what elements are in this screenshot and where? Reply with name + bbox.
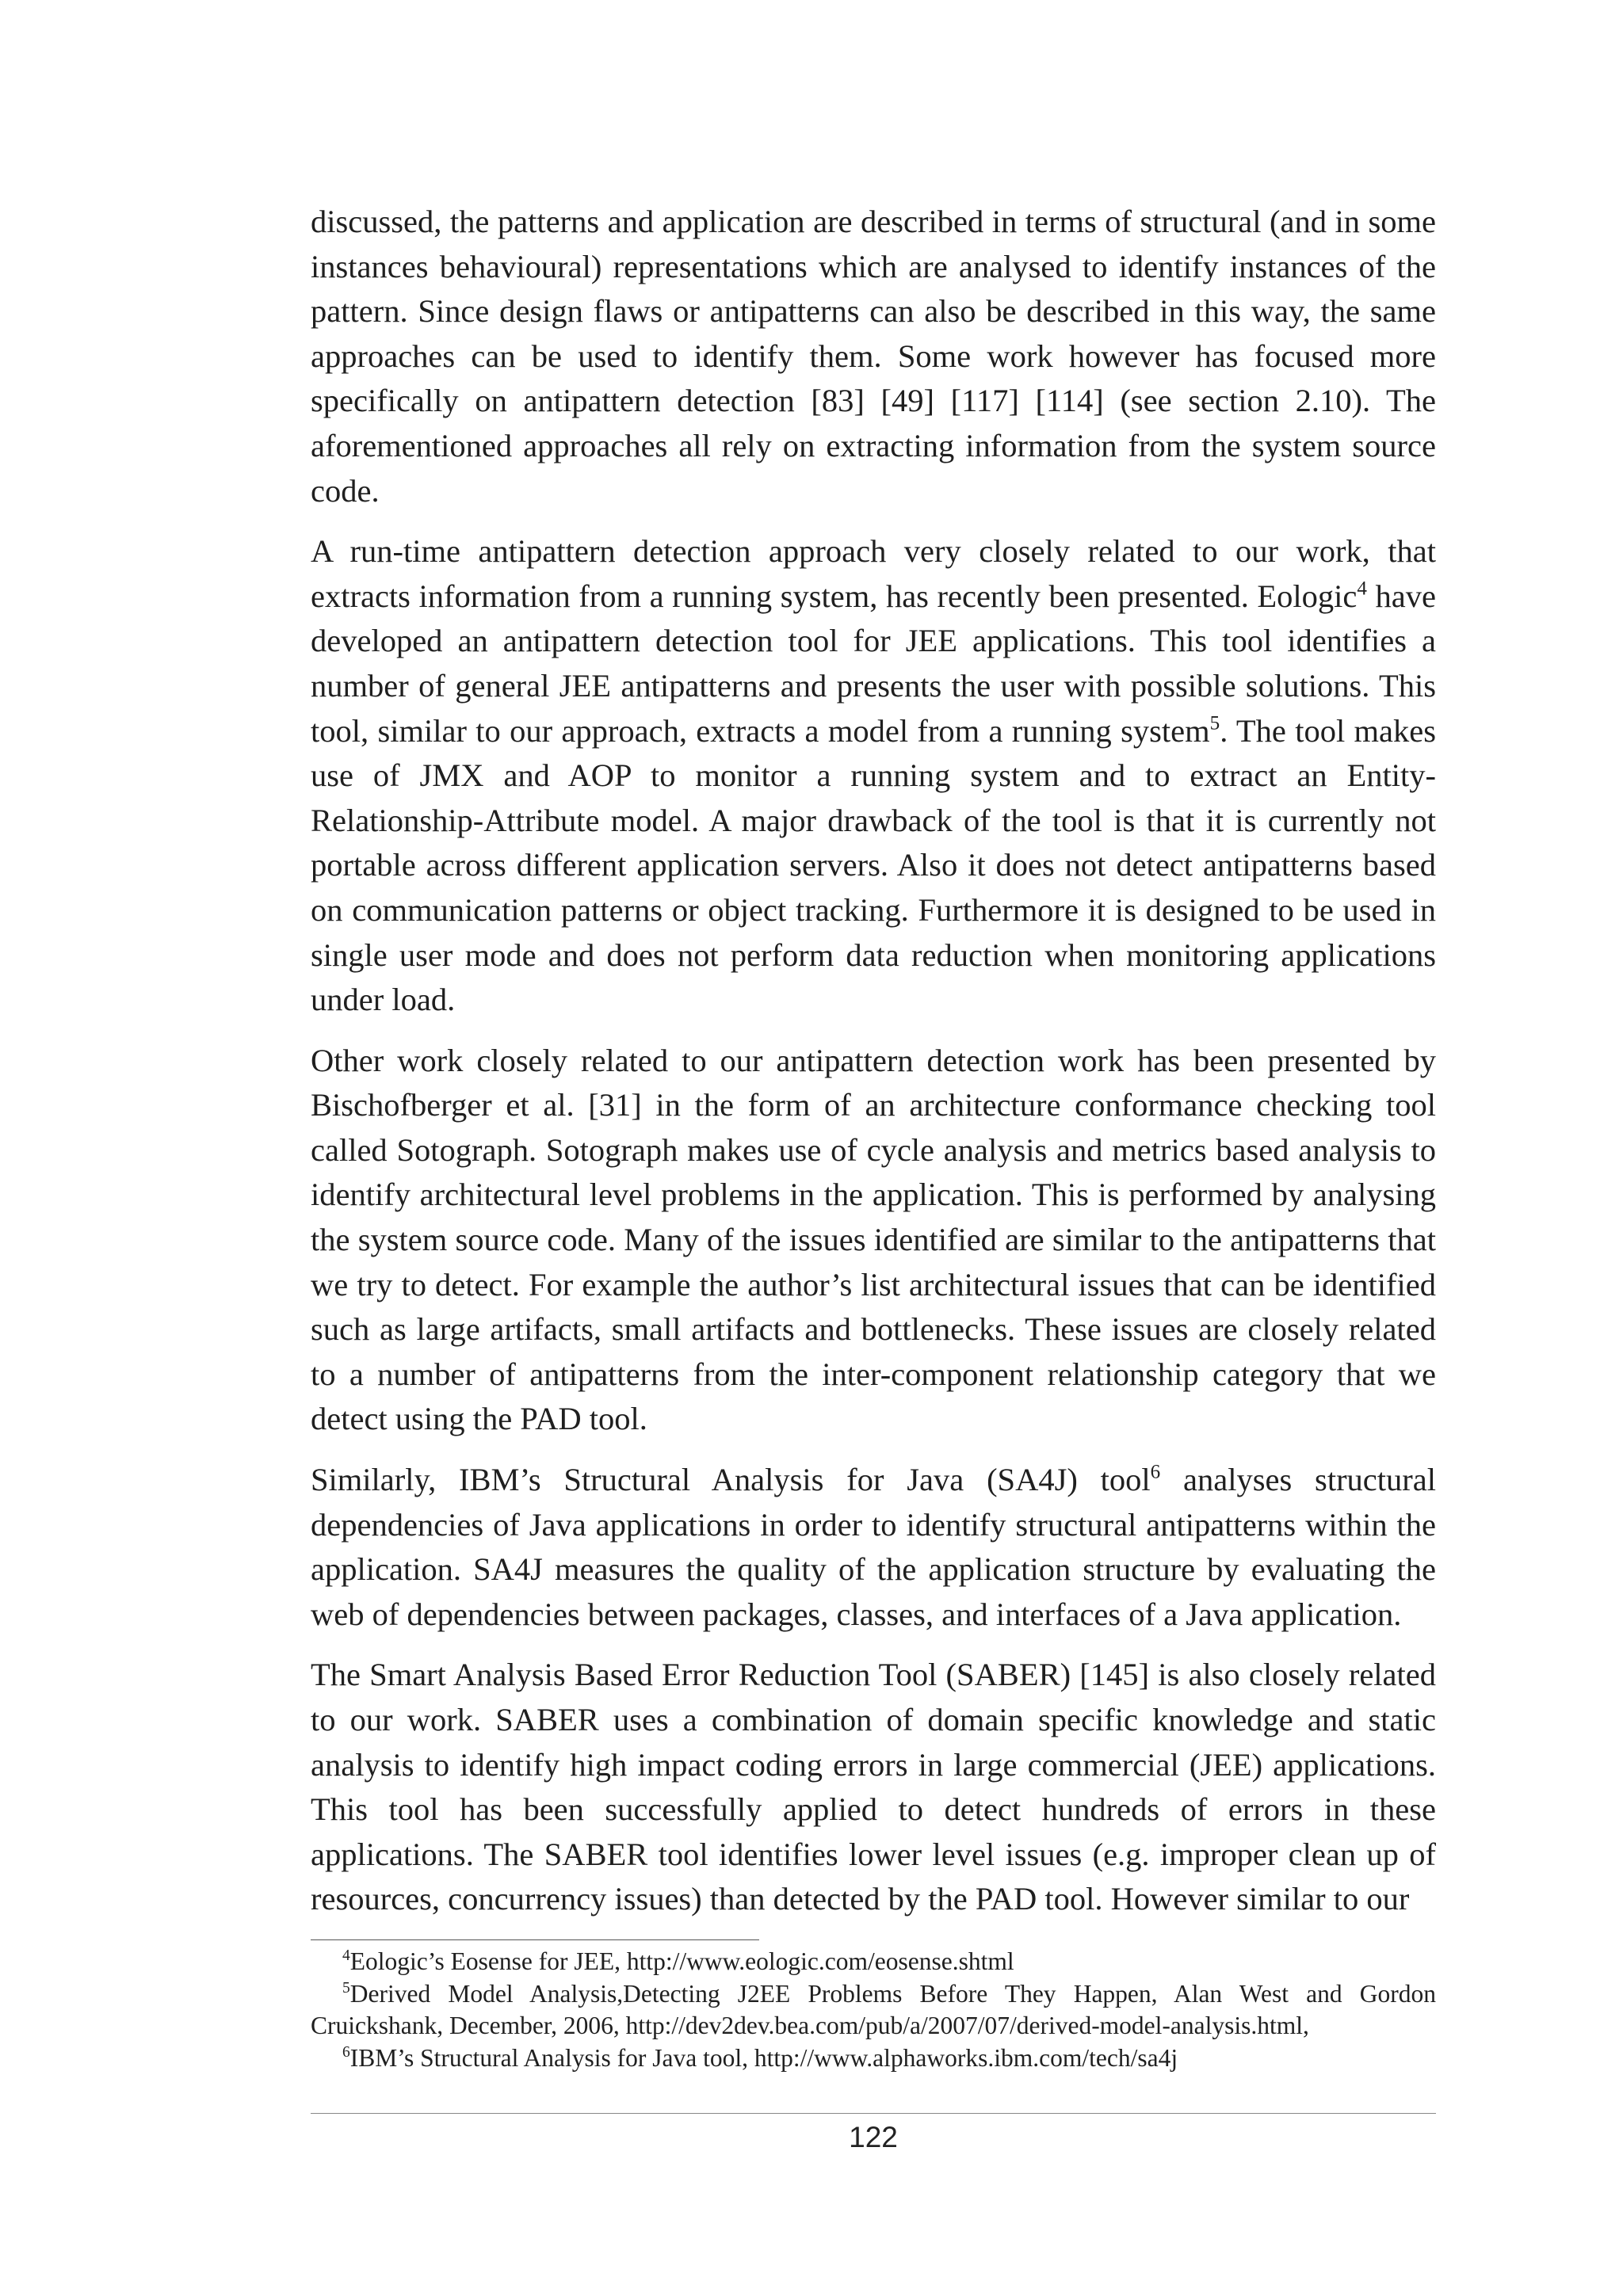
paragraph-4-part-a: Similarly, IBM’s Structural Analysis for Java (SA4J) tool — [311, 1462, 1151, 1498]
paragraph-2-part-a: A run-time antipattern detection approach very closely related to our work, that extracts information from a running system, has recently been presented. Eologic — [311, 533, 1436, 614]
footnote-ref-6: 6 — [1150, 1461, 1161, 1483]
footnote-text: Derived Model Analysis,Detecting J2EE Problems Before They Happen, Alan West and Gordon Cruickshank, December, 2006, http://dev2dev.bea.com/pub/a/2007/07/derived-model-analysis.html, — [311, 1979, 1436, 2039]
footnote-mark: 5 — [342, 1979, 350, 1997]
paragraph-5: The Smart Analysis Based Error Reduction Tool (SABER) [145] is also closely related to our work. SABER uses a combination of domain specific knowledge and static analysis to identify high impact coding errors in large commercial (JEE) applications. This tool has been successfully applied to detect hundreds of errors in these applications. The SABER tool identifies lower level issues (e.g. improper clean up of resources, concurrency issues) than detected by the PAD tool. However similar to our — [311, 1657, 1436, 1917]
paragraph-2 — [311, 529, 1436, 1023]
footnote-mark: 4 — [342, 1947, 350, 1964]
footnote-ref-5: 5 — [1209, 711, 1220, 734]
paragraph-4-part-b: analyses structural dependencies of Java applications in order to identify structural antipatterns within the application. SA4J measures the quality of the application structure by evaluating the web of dependencies between packages, classes, and interfaces of a Java application. — [311, 1462, 1436, 1632]
footnote-6 — [311, 2042, 1436, 2075]
paragraph-2-part-b: have developed an antipattern detection tool for JEE applications. This tool identifies a number of general JEE antipatterns and presents the user with possible solutions. This tool, similar to our approach, extracts a model from a running system — [311, 578, 1437, 749]
page-footer-rule — [311, 2113, 1436, 2114]
paragraph-4 — [311, 1458, 1436, 1637]
footnote-rule — [311, 1939, 759, 1940]
paragraph-1: discussed, the patterns and application are described in terms of structural (and in some instances behavioural) representations which are analysed to identify instances of the pattern. Since design flaws or antipatterns can also be described in this way, the same approaches can be used to identify them. Some work however has focused more specifically on antipattern detection [83] [49] [117] [114] (see section 2.10). The aforementioned approaches all rely on extracting information from the system source code. — [311, 204, 1436, 509]
footnote-mark: 6 — [342, 2043, 350, 2061]
body-text — [311, 200, 1436, 1938]
footnote-text: IBM’s Structural Analysis for Java tool, http://www.alphaworks.ibm.com/tech/sa4j — [349, 2043, 1178, 2072]
footnote-ref-4: 4 — [1357, 578, 1367, 600]
footnotes — [311, 1946, 1436, 2074]
paragraph-2-part-c: . The tool makes use of JMX and AOP to monitor a running system and to extract an Entity-Relationship-Attribute model. A major drawback of the tool is that it is currently not portable across different application servers. Also it does not detect antipatterns based on communication patterns or object tracking. Furthermore it is designed to be used in single user mode and does not perform data reduction when monitoring applications under load. — [311, 712, 1437, 1018]
footnote-text: Eologic’s Eosense for JEE, http://www.eologic.com/eosense.shtml — [349, 1947, 1014, 1975]
footnote-4 — [311, 1946, 1436, 1978]
page-number: 122 — [849, 2121, 898, 2153]
paragraph-3: Other work closely related to our antipattern detection work has been presented by Bischofberger et al. [31] in the form of an architecture conformance checking tool called Sotograph. Sotograph makes use of cycle analysis and metrics based analysis to identify architectural level problems in the application. This is performed by analysing the system source code. Many of the issues identified are similar to the antipatterns that we try to detect. For example the author’s list architectural issues that can be identified such as large artifacts, small artifacts and bottlenecks. These issues are closely related to a number of antipatterns from the inter-component relationship category that we detect using the PAD tool. — [311, 1042, 1436, 1437]
footnote-5 — [311, 1978, 1436, 2042]
